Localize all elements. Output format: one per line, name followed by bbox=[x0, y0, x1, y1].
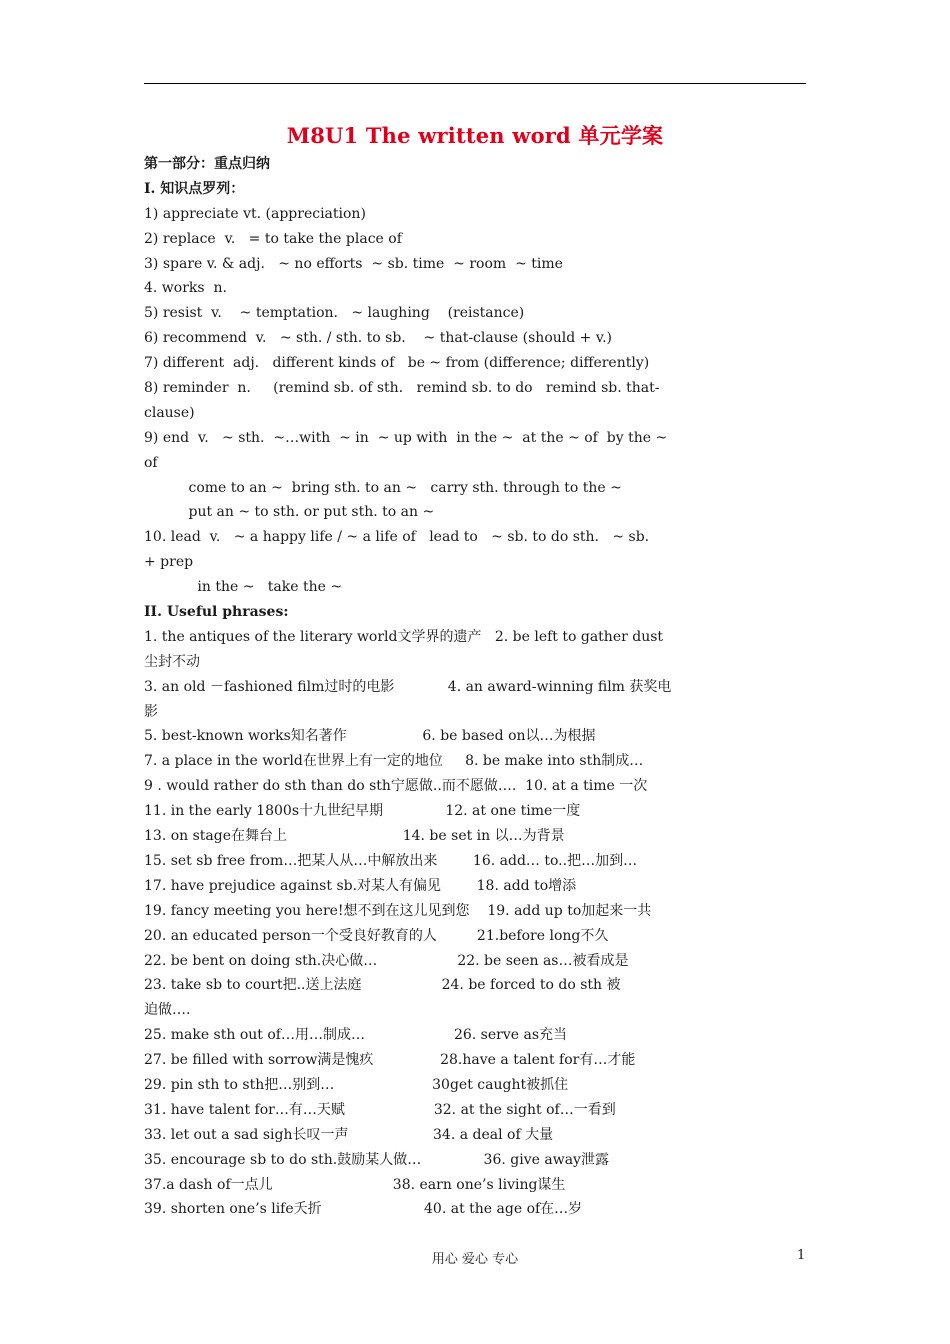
list-item: 5. best-known works知名著作 6. be based on以…为根据 bbox=[144, 728, 596, 745]
useful-phrases-list bbox=[144, 625, 806, 1222]
list-item: 10. lead v. ~ a happy life / ~ a life of lead to ~ sb. to do sth. ~ sb. bbox=[144, 529, 650, 546]
list-item: 11. in the early 1800s十九世纪早期 12. at one time一度 bbox=[144, 803, 581, 820]
list-item: 尘封不动 bbox=[144, 653, 200, 670]
list-item: 5) resist v. ~ temptation. ~ laughing (reistance) bbox=[144, 305, 525, 322]
list-item: 25. make sth out of…用…制成… 26. serve as充当 bbox=[144, 1027, 568, 1044]
list-item: 37.a dash of一点儿 38. earn one’s living谋生 bbox=[144, 1176, 566, 1193]
page-content bbox=[144, 120, 806, 1222]
list-item: 2) replace v. = to take the place of bbox=[144, 230, 402, 247]
page-footer: 用心 爱心 专心 bbox=[431, 1252, 519, 1267]
list-item: 13. on stage在舞台上 14. be set in 以…为背景 bbox=[144, 828, 565, 845]
list-item: 9) end v. ~ sth. ~…with ~ in ~ up with in the ~ at the ~ of by the ~ bbox=[144, 429, 668, 446]
list-item: 20. an educated person一个受良好教育的人 21.before long不久 bbox=[144, 927, 609, 944]
list-item: 15. set sb free from…把某人从…中解放出来 16. add… to..把…加到… bbox=[144, 852, 638, 869]
list-item: 39. shorten one’s life夭折 40. at the age of在…岁 bbox=[144, 1201, 583, 1218]
part2-heading: II. Useful phrases: bbox=[144, 604, 289, 621]
list-item: 23. take sb to court把..送上法庭 24. be forced to do sth 被 bbox=[144, 977, 621, 994]
list-item: come to an ~ bring sth. to an ~ carry sth. through to the ~ bbox=[144, 479, 622, 496]
list-item: + prep bbox=[144, 554, 194, 571]
list-item: 35. encourage sb to do sth.鼓励某人做… 36. give away泄露 bbox=[144, 1151, 609, 1168]
list-item: 33. let out a sad sigh长叹一声 34. a deal of 大量 bbox=[144, 1126, 554, 1143]
list-item: 8) reminder n. (remind sb. of sth. remind sb. to do remind sb. that- bbox=[144, 380, 660, 397]
list-item: 27. be filled with sorrow满是愧疚 28.have a talent for有…才能 bbox=[144, 1052, 636, 1069]
page-title: M8U1 The written word 单元学案 bbox=[286, 123, 664, 148]
list-item: 17. have prejudice against sb.对某人有偏见 18. add to增添 bbox=[144, 877, 577, 894]
list-item: put an ~ to sth. or put sth. to an ~ bbox=[144, 504, 435, 521]
list-item: 29. pin sth to sth把…别到… 30get caught被抓住 bbox=[144, 1076, 569, 1093]
list-item: 22. be bent on doing sth.决心做… 22. be seen as…被看成是 bbox=[144, 952, 629, 969]
list-item: 3. an old －fashioned film过时的电影 4. an award-winning film 获奖电 bbox=[144, 678, 672, 695]
list-item: in the ~ take the ~ bbox=[144, 579, 343, 596]
list-item: 1. the antiques of the literary world文学界的遗产 2. be left to gather dust bbox=[144, 628, 664, 645]
list-item: 4. works n. bbox=[144, 280, 227, 297]
list-item: 3) spare v. & adj. ~ no efforts ~ sb. time ~ room ~ time bbox=[144, 255, 563, 272]
header-rule bbox=[144, 83, 806, 84]
list-item: 9 . would rather do sth than do sth宁愿做..而不愿做…. 10. at a time 一次 bbox=[144, 778, 648, 795]
list-item: 6) recommend v. ~ sth. / sth. to sb. ~ that-clause (should + v.) bbox=[144, 330, 613, 347]
list-item: 影 bbox=[144, 703, 158, 720]
list-item: 19. fancy meeting you here!想不到在这儿见到您 19. add up to加起来一共 bbox=[144, 902, 652, 919]
page-number: 1 bbox=[797, 1248, 806, 1263]
knowledge-points-list bbox=[144, 202, 806, 600]
list-item: 迫做…. bbox=[144, 1002, 191, 1019]
list-item: 7) different adj. different kinds of be ~ from (difference; differently) bbox=[144, 355, 650, 372]
list-item: of bbox=[144, 454, 158, 471]
list-item: clause) bbox=[144, 404, 195, 421]
part1-heading: I. 知识点罗列： bbox=[144, 180, 245, 197]
list-item: 1) appreciate vt. (appreciation) bbox=[144, 205, 366, 222]
section-heading: 第一部分：重点归纳 bbox=[144, 156, 270, 172]
list-item: 7. a place in the world在世界上有一定的地位 8. be make into sth制成… bbox=[144, 753, 644, 770]
list-item: 31. have talent for…有…天赋 32. at the sight of…一看到 bbox=[144, 1101, 616, 1118]
